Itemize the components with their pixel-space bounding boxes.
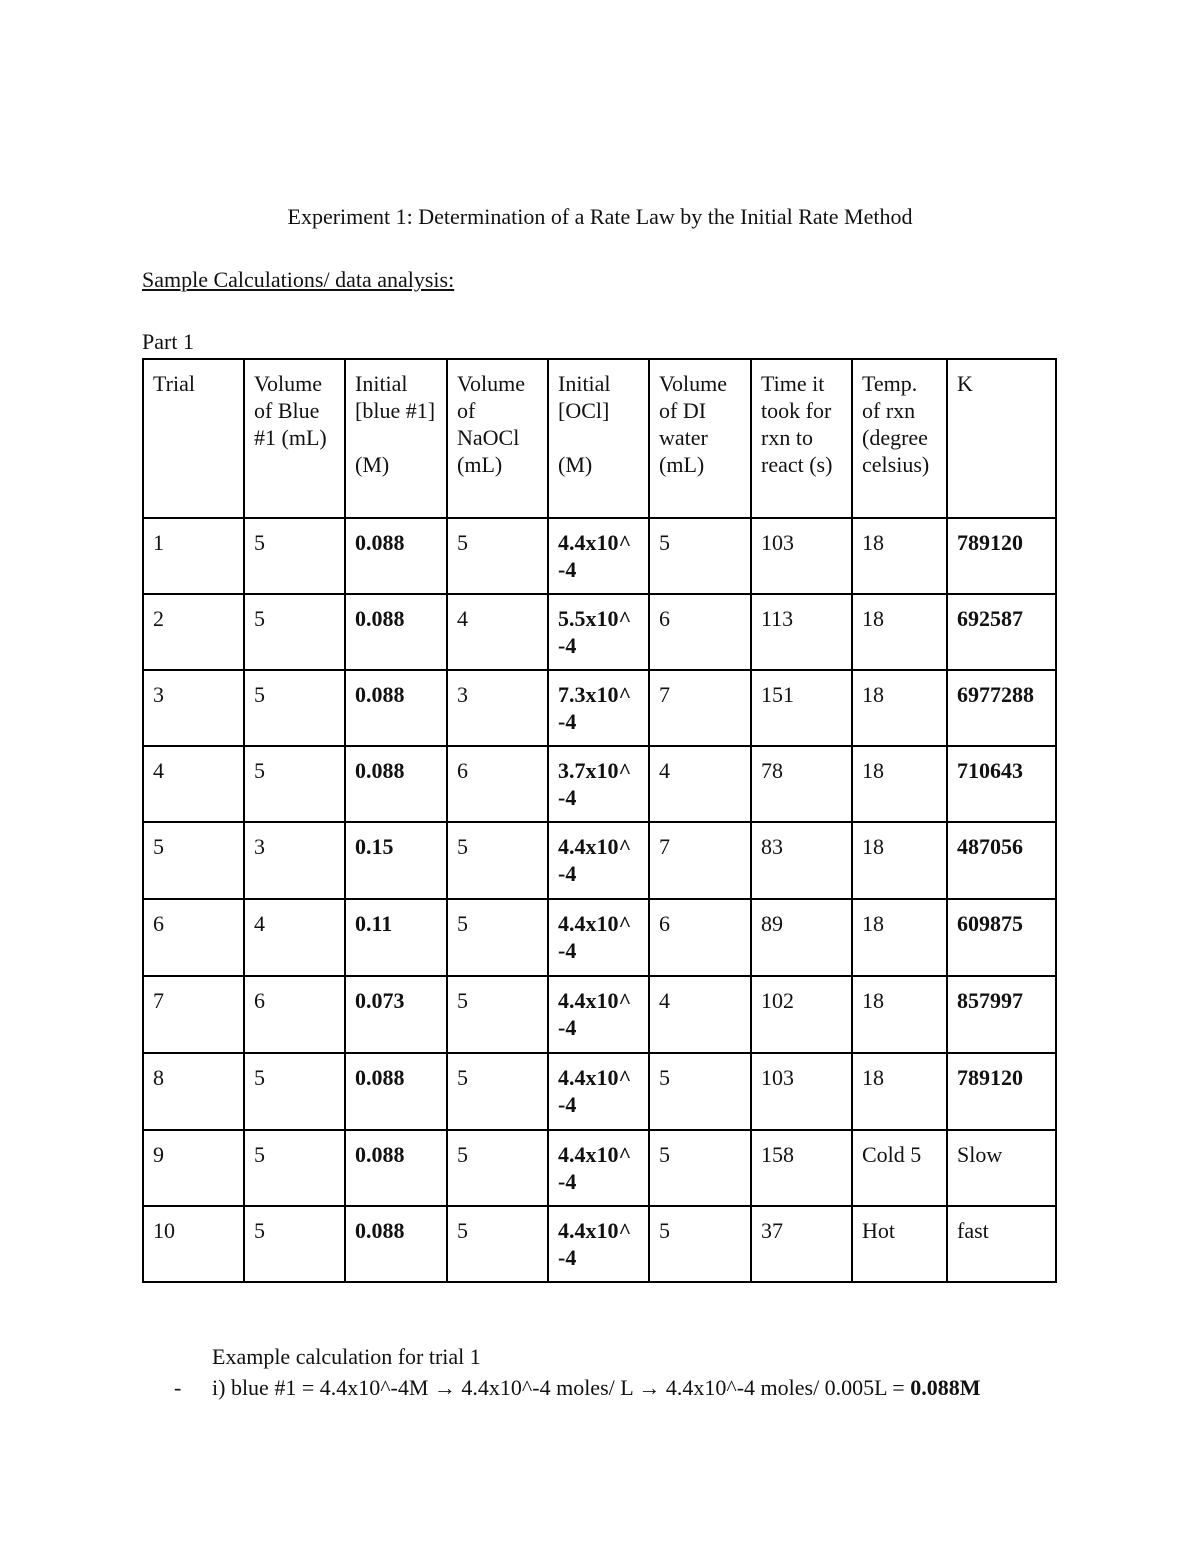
table-row	[143, 518, 1056, 594]
bullet-dash: -	[174, 1375, 182, 1400]
table-cell: 0.088	[345, 1206, 447, 1282]
table-cell: Slow	[947, 1130, 1056, 1206]
table-cell: 4.4x10^ -4	[548, 518, 649, 594]
table-cell: 789120	[947, 518, 1056, 594]
data-table	[142, 358, 1057, 1283]
table-cell: 0.088	[345, 518, 447, 594]
table-cell: 9	[143, 1130, 244, 1206]
table-cell: 18	[852, 976, 947, 1053]
table-cell: 103	[751, 1053, 852, 1130]
table-cell: 3	[143, 670, 244, 746]
table-cell: 78	[751, 746, 852, 822]
table-row	[143, 746, 1056, 822]
table-cell: 0.088	[345, 746, 447, 822]
section-subtitle: Sample Calculations/ data analysis:	[142, 267, 455, 292]
table-cell: Cold 5	[852, 1130, 947, 1206]
table-cell: 102	[751, 976, 852, 1053]
table-row	[143, 670, 1056, 746]
table-cell: 857997	[947, 976, 1056, 1053]
table-cell: 3.7x10^ -4	[548, 746, 649, 822]
table-cell: 5	[447, 976, 548, 1053]
table-cell: 8	[143, 1053, 244, 1130]
table-cell: 4	[649, 976, 751, 1053]
table-cell: 4.4x10^ -4	[548, 1206, 649, 1282]
table-cell: 18	[852, 518, 947, 594]
table-cell: 5	[447, 1206, 548, 1282]
example-line	[212, 1375, 980, 1401]
table-cell: 487056	[947, 822, 1056, 899]
table-cell: 0.073	[345, 976, 447, 1053]
table-cell: 609875	[947, 899, 1056, 976]
table-cell: 5	[649, 1130, 751, 1206]
table-cell: 5	[447, 518, 548, 594]
table-cell: 5	[244, 670, 345, 746]
table-cell: 6	[649, 899, 751, 976]
table-cell: 5.5x10^ -4	[548, 594, 649, 670]
table-cell: 5	[447, 1130, 548, 1206]
document-title: Experiment 1: Determination of a Rate Law by the Initial Rate Method	[287, 204, 913, 229]
table-cell: 6	[143, 899, 244, 976]
table-cell: 4.4x10^ -4	[548, 1130, 649, 1206]
table-cell: 692587	[947, 594, 1056, 670]
table-cell: 5	[244, 594, 345, 670]
table-cell: Hot	[852, 1206, 947, 1282]
table-cell: 5	[244, 746, 345, 822]
header-cell: K	[947, 359, 1056, 518]
table-cell: 710643	[947, 746, 1056, 822]
header-cell: Temp. of rxn (degree celsius)	[852, 359, 947, 518]
table-cell: 5	[447, 899, 548, 976]
table-cell: 789120	[947, 1053, 1056, 1130]
table-cell: 7	[649, 822, 751, 899]
table-cell: 113	[751, 594, 852, 670]
table-cell: 103	[751, 518, 852, 594]
table-cell: 3	[447, 670, 548, 746]
table-body	[143, 359, 1056, 1282]
table-cell: 0.11	[345, 899, 447, 976]
table-cell: 5	[244, 1206, 345, 1282]
example-line-text: i) blue #1 = 4.4x10^-4M → 4.4x10^-4 moles/ L → 4.4x10^-4 moles/ 0.005L =	[212, 1375, 911, 1400]
table-cell: 6	[649, 594, 751, 670]
table-cell: 5	[649, 1053, 751, 1130]
table-cell: 5	[244, 518, 345, 594]
table-cell: 6	[244, 976, 345, 1053]
header-cell: Trial	[143, 359, 244, 518]
table-cell: 37	[751, 1206, 852, 1282]
table-cell: 5	[649, 518, 751, 594]
table-cell: 5	[143, 822, 244, 899]
header-cell: Initial [blue #1] (M)	[345, 359, 447, 518]
table-cell: 158	[751, 1130, 852, 1206]
table-cell: 5	[447, 822, 548, 899]
header-row	[143, 359, 1056, 518]
table-cell: 89	[751, 899, 852, 976]
table-cell: 4	[649, 746, 751, 822]
table-cell: 1	[143, 518, 244, 594]
table-row	[143, 594, 1056, 670]
header-cell: Time it took for rxn to react (s)	[751, 359, 852, 518]
table-cell: 7.3x10^ -4	[548, 670, 649, 746]
table-cell: 0.088	[345, 670, 447, 746]
table-cell: 6977288	[947, 670, 1056, 746]
table-cell: 7	[143, 976, 244, 1053]
table-row	[143, 1206, 1056, 1282]
table-cell: 0.088	[345, 1053, 447, 1130]
table-cell: 4.4x10^ -4	[548, 976, 649, 1053]
table-cell: 4.4x10^ -4	[548, 1053, 649, 1130]
table-cell: 0.088	[345, 594, 447, 670]
table-cell: 4.4x10^ -4	[548, 899, 649, 976]
table-cell: 18	[852, 822, 947, 899]
example-line-result: 0.088M	[910, 1375, 981, 1400]
table-cell: 5	[244, 1053, 345, 1130]
table-cell: 5	[447, 1053, 548, 1130]
table-cell: 6	[447, 746, 548, 822]
table-cell: 0.15	[345, 822, 447, 899]
table-cell: 18	[852, 594, 947, 670]
table-row	[143, 976, 1056, 1053]
part-label: Part 1	[142, 329, 194, 354]
table-cell: 4.4x10^ -4	[548, 822, 649, 899]
table-row	[143, 1130, 1056, 1206]
table-cell: fast	[947, 1206, 1056, 1282]
table-cell: 18	[852, 899, 947, 976]
table-cell: 151	[751, 670, 852, 746]
header-cell: Volume of Blue #1 (mL)	[244, 359, 345, 518]
example-heading: Example calculation for trial 1	[212, 1344, 481, 1369]
table-row	[143, 822, 1056, 899]
table-cell: 5	[244, 1130, 345, 1206]
header-cell: Volume of DI water (mL)	[649, 359, 751, 518]
table-row	[143, 899, 1056, 976]
table-cell: 5	[649, 1206, 751, 1282]
table-cell: 4	[143, 746, 244, 822]
table-cell: 18	[852, 746, 947, 822]
header-cell: Volume of NaOCl (mL)	[447, 359, 548, 518]
table-cell: 4	[244, 899, 345, 976]
table-cell: 3	[244, 822, 345, 899]
table-cell: 18	[852, 670, 947, 746]
table-row	[143, 1053, 1056, 1130]
table-cell: 4	[447, 594, 548, 670]
header-cell: Initial [OCl] (M)	[548, 359, 649, 518]
table-cell: 2	[143, 594, 244, 670]
table-cell: 0.088	[345, 1130, 447, 1206]
table-cell: 10	[143, 1206, 244, 1282]
table-cell: 83	[751, 822, 852, 899]
table-cell: 7	[649, 670, 751, 746]
table-cell: 18	[852, 1053, 947, 1130]
